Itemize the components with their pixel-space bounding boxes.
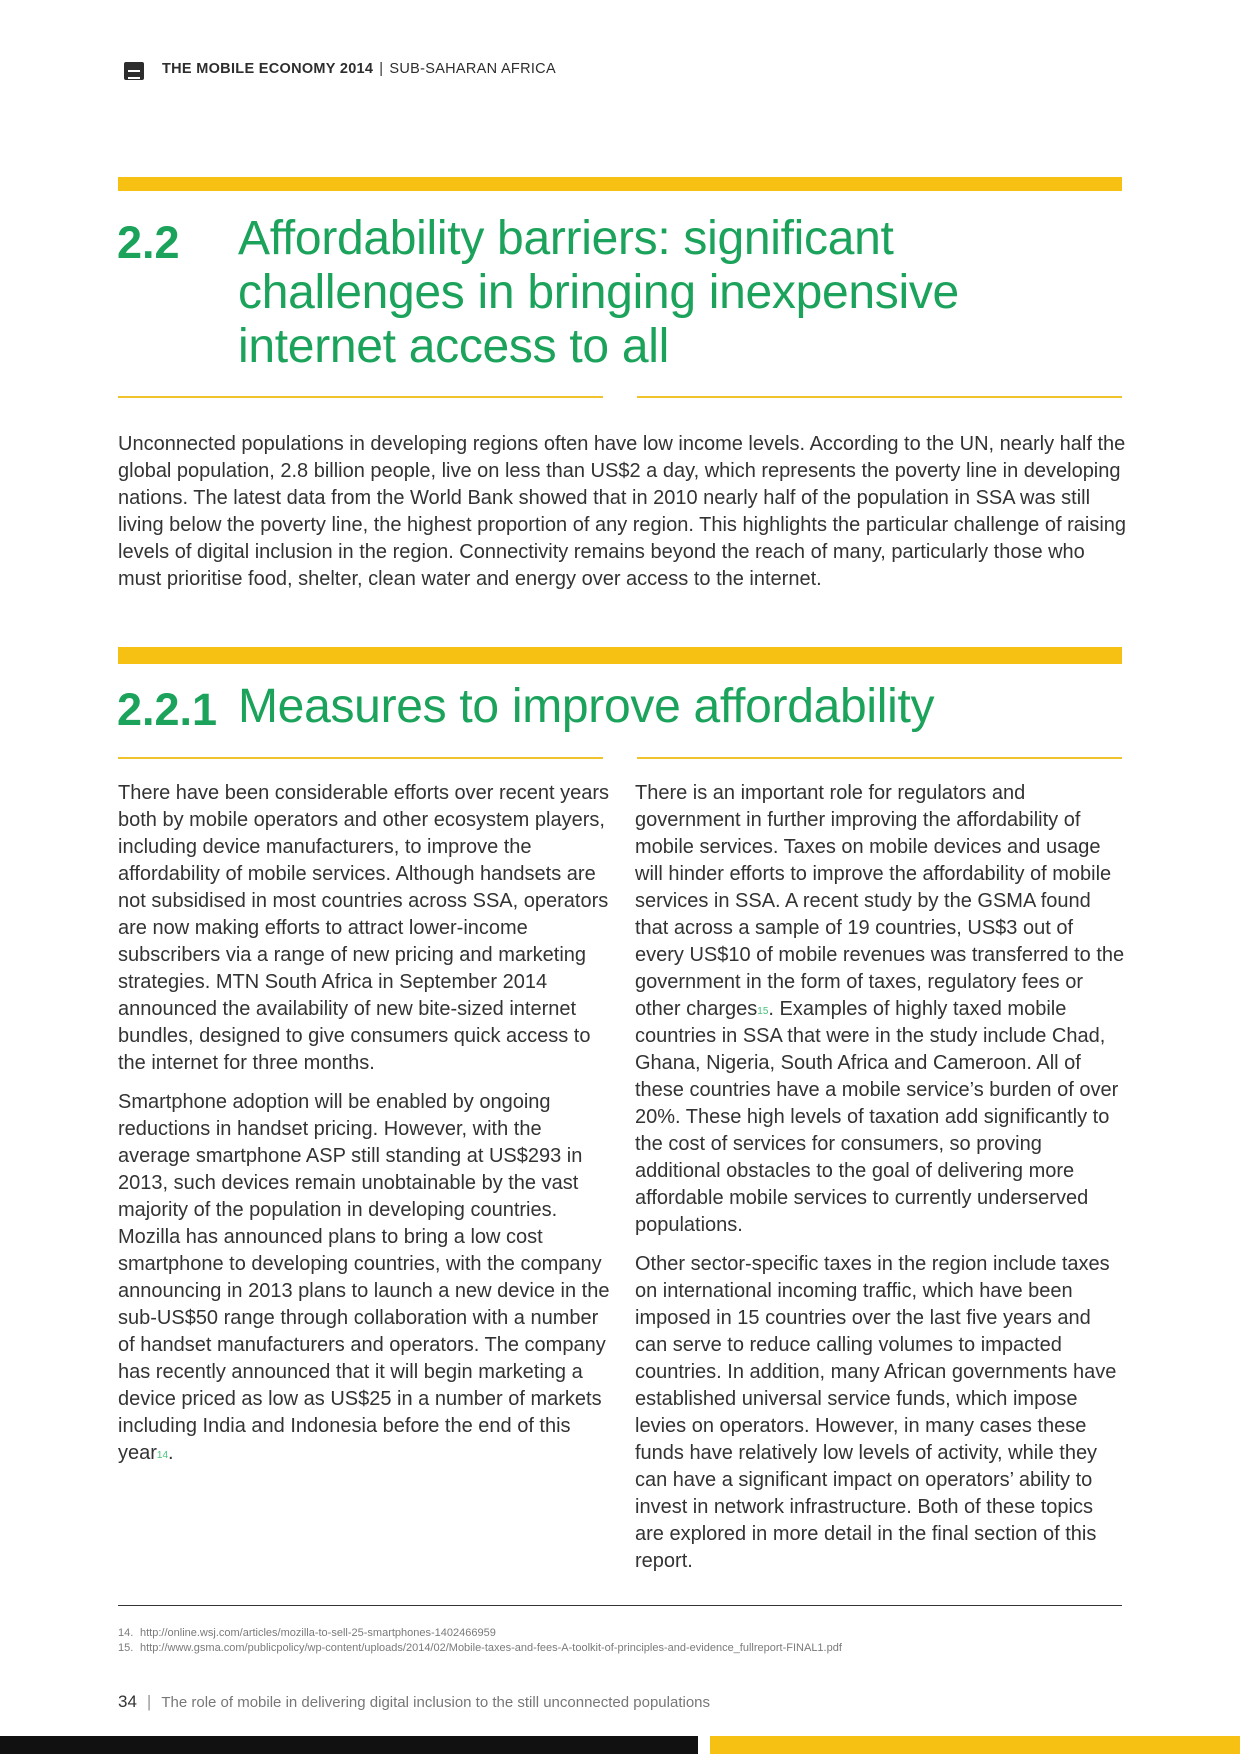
footer-bar-black	[0, 1736, 698, 1754]
running-header	[162, 61, 556, 77]
body-paragraph: Other sector-specific taxes in the region include taxes on international incoming traffic, which have been imposed in 15 countries over the last five years and can serve to reduce calling volumes to impacted countries. In addition, many African governments have established universal service funds, which impose levies on operators. However, in many cases these funds have relatively low levels of activity, while they can have a significant impact on operators’ ability to invest in network infrastructure. Both of these topics are explored in more detail in the final section of this report.	[635, 1253, 1117, 1572]
footnote-ref-14[interactable]: 14	[156, 1450, 169, 1461]
divider-left	[118, 757, 603, 759]
section-top-bar	[118, 177, 1122, 191]
paragraph-end: .	[168, 1442, 174, 1464]
intro-paragraph: Unconnected populations in developing regions often have low income levels. According to the UN, nearly half the global population, 2.8 billion people, live on less than US$2 a day, which represents the poverty line in developing nations. The latest data from the World Bank showed that in 2010 nearly half of the population in SSA was still living below the poverty line, the highest proportion of any region. This highlights the particular challenge of raising levels of digital inclusion in the region. Connectivity remains beyond the reach of many, particularly those who must prioritise food, shelter, clean water and energy over access to the internet.	[118, 433, 1127, 590]
divider-right	[637, 396, 1122, 398]
paragraph-text: Smartphone adoption will be enabled by ongoing reductions in handset pricing. However, with the average smartphone ASP still standing at US$293 in 2013, such devices remain unobtainable by the vast majority of the population in developing countries. Mozilla has announced plans to bring a low cost smartphone to developing countries, with the company announcing in 2013 plans to launch a new device in the sub-US$50 range through collaboration with a number of handset manufacturers and operators. The company has recently announced that it will begin marketing a device priced as low as US$25 in a number of markets including India and Indonesia before the end of this year	[118, 1091, 610, 1464]
footnote-rule	[118, 1605, 1122, 1606]
footer-caption: The role of mobile in delivering digital inclusion to the still unconnected populations	[161, 1694, 711, 1711]
right-column	[635, 780, 1125, 1587]
paragraph-text: There is an important role for regulators and government in further improving the affordability of mobile services. Taxes on mobile devices and usage will hinder efforts to improve the affordability of mobile services in SSA. A recent study by the GSMA found that across a sample of 19 countries, US$3 out of every US$10 of mobile revenues was transferred to the government in the form of taxes, regulatory fees or other charges	[635, 782, 1125, 1020]
header-separator: |	[379, 61, 384, 77]
section-number: 2.2	[117, 217, 180, 268]
footnote-number: 14.	[118, 1627, 134, 1639]
section-title	[238, 212, 1038, 374]
divider-left	[118, 396, 603, 398]
footnote-item	[118, 1626, 842, 1641]
header-title: THE MOBILE ECONOMY 2014	[162, 61, 374, 77]
footnote-link[interactable]: http://www.gsma.com/publicpolicy/wp-content/uploads/2014/02/Mobile-taxes-and-fees-A-toolkit-of-principles-and-evidence_fullreport-FINAL1.pdf	[140, 1642, 842, 1654]
footnote-ref-15[interactable]: 15	[757, 1006, 769, 1017]
footer-separator: |	[146, 1692, 152, 1711]
page-footer	[118, 1692, 710, 1712]
subsection-number: 2.2.1	[117, 684, 218, 735]
body-paragraph	[635, 780, 1125, 1239]
header-subtitle: SUB-SAHARAN AFRICA	[389, 61, 556, 77]
footnote-item	[118, 1641, 842, 1656]
footnotes	[118, 1626, 842, 1656]
section-title-line: Affordability barriers: significant	[238, 212, 894, 265]
paragraph-text: . Examples of highly taxed mobile countries in SSA that were in the study include Chad, Ghana, Nigeria, South Africa and Cameroon. All of these countries have a mobile service’s burden of over 20%. These high levels of taxation add significantly to the cost of services for consumers, so proving additional obstacles to the goal of delivering more affordable mobile services to currently underserved populations.	[635, 998, 1119, 1236]
footnote-number: 15.	[118, 1642, 134, 1654]
divider-right	[637, 757, 1122, 759]
footer-bar-yellow	[710, 1736, 1240, 1754]
subsection-title: Measures to improve affordability	[238, 680, 935, 733]
report-logo-icon	[124, 62, 144, 80]
section-title-line: internet access to all	[238, 320, 669, 373]
body-paragraph	[118, 1089, 618, 1467]
subsection-top-bar	[118, 647, 1122, 664]
left-column	[118, 780, 618, 1479]
page-number: 34	[118, 1692, 137, 1711]
body-paragraph: There have been considerable efforts over recent years both by mobile operators and other ecosystem players, including device manufacturers, to improve the affordability of mobile services. Although handsets are not subsidised in most countries across SSA, operators are now making efforts to attract lower-income subscribers via a range of new pricing and marketing strategies. MTN South Africa in September 2014 announced the availability of new bite-sized internet bundles, designed to give consumers quick access to the internet for three months.	[118, 782, 610, 1074]
footnote-link[interactable]: http://online.wsj.com/articles/mozilla-to-sell-25-smartphones-1402466959	[140, 1627, 496, 1639]
section-title-line: challenges in bringing inexpensive	[238, 266, 959, 319]
